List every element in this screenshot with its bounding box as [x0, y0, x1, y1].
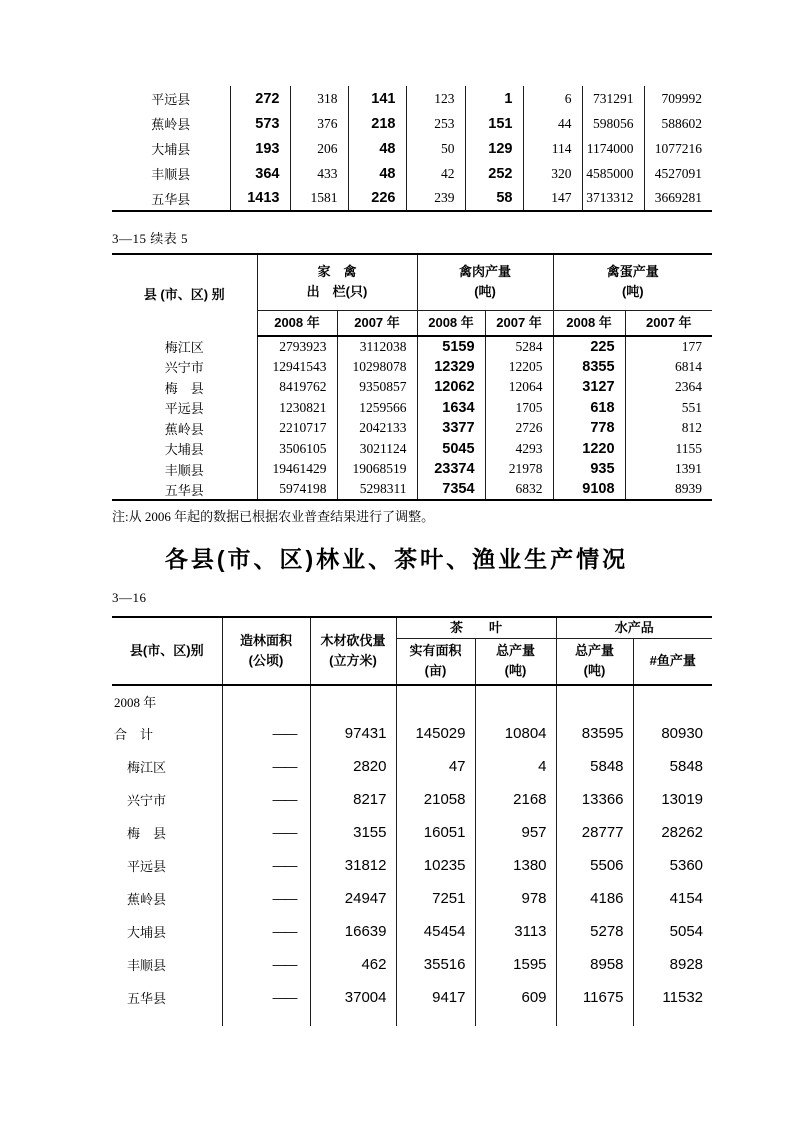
cell-slaughtered-2007: 2042133 — [337, 418, 417, 439]
cell-fish-output: 80930 — [661, 724, 704, 742]
cell-meat-2008: 5045 — [417, 439, 485, 460]
header-group-tea: 茶 叶 — [396, 617, 556, 639]
cell-2008: 731291 — [582, 86, 644, 111]
cell-afforestation: —— — [222, 915, 310, 948]
empty-cell — [556, 685, 633, 717]
cell-tea-output: 4 — [475, 750, 556, 783]
cell-2007: 42 — [406, 161, 465, 186]
cell-egg-2008: 9108 — [553, 480, 625, 501]
cell-timber: 8217 — [310, 783, 396, 816]
empty-cell — [475, 1014, 556, 1026]
table-row — [112, 336, 712, 357]
cell-2007: 6 — [523, 86, 582, 111]
cell-timber: 37004 — [310, 981, 396, 1014]
cell-egg-2008: 8355 — [553, 357, 625, 378]
cell-tea-output: 1595 — [475, 948, 556, 981]
cell-slaughtered-2008: 12941543 — [257, 357, 337, 378]
header-line1: 总产量 — [575, 643, 615, 659]
table-row — [112, 849, 712, 882]
cell-afforestation: —— — [222, 750, 310, 783]
cell-2008: 598056 — [582, 111, 644, 136]
cell-2007: 588602 — [661, 115, 702, 131]
cell-egg-2008: 1220 — [553, 439, 625, 460]
cell-afforestation: —— — [222, 816, 310, 849]
empty-cell — [633, 685, 712, 717]
cell-afforestation: —— — [222, 849, 310, 882]
cell-aquatic-output: 5506 — [556, 849, 633, 882]
empty-cell — [310, 685, 396, 717]
cell-2008: 48 — [348, 136, 406, 161]
cell-meat-2007: 1705 — [485, 398, 553, 419]
header-group-line2: (吨) — [621, 284, 644, 300]
table-row — [112, 480, 712, 501]
cell-meat-2007: 5284 — [485, 336, 553, 357]
cell-aquatic-output: 13366 — [556, 783, 633, 816]
cell-slaughtered-2008: 2210717 — [257, 418, 337, 439]
empty-cell — [475, 685, 556, 717]
cell-aquatic-output: 5848 — [556, 750, 633, 783]
cell-egg-2007: 1155 — [675, 440, 703, 456]
cell-slaughtered-2008: 3506105 — [257, 439, 337, 460]
cell-2007: 44 — [523, 111, 582, 136]
cell-2008: 1174000 — [582, 136, 644, 161]
table-row — [112, 882, 712, 915]
table-row — [112, 816, 712, 849]
empty-cell — [112, 1014, 222, 1026]
cell-2008: 151 — [465, 111, 523, 136]
table-316-forestry — [112, 616, 712, 1026]
cell-afforestation: —— — [222, 783, 310, 816]
cell-2007: 114 — [523, 136, 582, 161]
cell-2007: 239 — [406, 186, 465, 211]
cell-tea-output: 3113 — [475, 915, 556, 948]
cell-egg-2008: 778 — [553, 418, 625, 439]
cell-timber: 2820 — [310, 750, 396, 783]
table-row — [112, 981, 712, 1014]
cell-tea-area: 21058 — [396, 783, 475, 816]
year-section-row — [112, 685, 712, 717]
table-row — [112, 111, 712, 136]
cell-slaughtered-2008: 2793923 — [257, 336, 337, 357]
cell-tea-area: 16051 — [396, 816, 475, 849]
row-label: 梅 县 — [112, 816, 222, 849]
cell-egg-2007: 8939 — [675, 481, 703, 497]
row-label: 兴宁市 — [112, 783, 222, 816]
row-label: 梅江区 — [112, 750, 222, 783]
cell-slaughtered-2007: 3021124 — [337, 439, 417, 460]
row-label: 大埔县 — [112, 439, 257, 460]
cell-2008: 272 — [230, 86, 290, 111]
header-line2: (公顷) — [248, 652, 284, 668]
table-row — [112, 783, 712, 816]
table-row — [112, 136, 712, 161]
header-tea-area — [396, 639, 475, 685]
header-group-line2: (吨) — [474, 284, 496, 300]
cell-2008: 3713312 — [582, 186, 644, 211]
header-year-2008: 2008 年 — [553, 310, 625, 336]
cell-tea-area: 47 — [396, 750, 475, 783]
cell-2008: 226 — [348, 186, 406, 211]
cell-2007: 206 — [290, 136, 348, 161]
cell-2007: 50 — [406, 136, 465, 161]
cell-egg-2007: 1391 — [675, 461, 703, 477]
row-label: 合 计 — [112, 717, 222, 750]
cell-aquatic-output: 83595 — [556, 717, 633, 750]
cell-tea-output: 2168 — [475, 783, 556, 816]
header-line1: 总产量 — [496, 643, 536, 659]
cell-egg-2007: 177 — [681, 338, 703, 354]
header-region: 县(市、区)别 — [112, 617, 222, 685]
cell-2007: 376 — [290, 111, 348, 136]
cell-timber: 24947 — [310, 882, 396, 915]
empty-cell — [633, 1014, 712, 1026]
header-year-2008: 2008 年 — [257, 310, 337, 336]
table-row — [112, 915, 712, 948]
cell-2008: 48 — [348, 161, 406, 186]
cell-2008: 364 — [230, 161, 290, 186]
cell-aquatic-output: 11675 — [556, 981, 633, 1014]
cell-meat-2008: 12062 — [417, 377, 485, 398]
header-group-egg — [553, 254, 712, 310]
row-label: 兴宁市 — [112, 357, 257, 378]
cell-egg-2007: 551 — [681, 399, 703, 415]
cell-tea-area: 35516 — [396, 948, 475, 981]
cell-fish-output: 5360 — [669, 856, 704, 874]
table-row — [112, 459, 712, 480]
row-label: 五华县 — [112, 186, 230, 211]
table-row — [112, 717, 712, 750]
cell-tea-area: 9417 — [396, 981, 475, 1014]
cell-2008: 1 — [465, 86, 523, 111]
cell-tea-area: 145029 — [396, 717, 475, 750]
cell-meat-2007: 21978 — [485, 459, 553, 480]
cell-2007: 4527091 — [654, 165, 702, 181]
row-label: 蕉岭县 — [112, 882, 222, 915]
header-group-poultry — [257, 254, 417, 310]
cell-slaughtered-2007: 3112038 — [337, 336, 417, 357]
row-label: 梅江区 — [112, 336, 257, 357]
cell-fish-output: 4154 — [669, 889, 704, 907]
header-fish-output: #鱼产量 — [633, 639, 712, 685]
cell-2007: 253 — [406, 111, 465, 136]
row-label: 蕉岭县 — [112, 111, 230, 136]
cell-meat-2007: 6832 — [485, 480, 553, 501]
cell-timber: 462 — [310, 948, 396, 981]
cell-meat-2008: 7354 — [417, 480, 485, 501]
row-label: 丰顺县 — [112, 948, 222, 981]
cell-meat-2008: 5159 — [417, 336, 485, 357]
empty-cell — [556, 1014, 633, 1026]
header-region: 县 (市、区) 别 — [112, 254, 257, 336]
cell-slaughtered-2007: 9350857 — [337, 377, 417, 398]
cell-tea-area: 10235 — [396, 849, 475, 882]
table-row — [112, 948, 712, 981]
cell-tea-output: 1380 — [475, 849, 556, 882]
cell-2008: 252 — [465, 161, 523, 186]
row-label: 丰顺县 — [112, 161, 230, 186]
header-line2: (吨) — [504, 663, 527, 679]
header-tea-output — [475, 639, 556, 685]
cell-afforestation: —— — [222, 948, 310, 981]
cell-2007: 320 — [523, 161, 582, 186]
table-row — [112, 86, 712, 111]
header-aquatic-output — [556, 639, 633, 685]
cell-fish-output: 5054 — [669, 922, 704, 940]
cell-meat-2007: 12064 — [485, 377, 553, 398]
cell-meat-2008: 23374 — [417, 459, 485, 480]
cell-2007: 1581 — [290, 186, 348, 211]
empty-cell — [222, 1014, 310, 1026]
empty-cell — [396, 685, 475, 717]
cell-timber: 16639 — [310, 915, 396, 948]
year-label: 2008 年 — [112, 685, 222, 717]
table-row — [112, 186, 712, 211]
cell-egg-2008: 618 — [553, 398, 625, 419]
row-label: 丰顺县 — [112, 459, 257, 480]
cell-2007: 123 — [406, 86, 465, 111]
cell-tea-output: 10804 — [475, 717, 556, 750]
table-315-top-fragment — [112, 86, 712, 212]
cell-afforestation: —— — [222, 882, 310, 915]
row-label: 平远县 — [112, 398, 257, 419]
cell-timber: 3155 — [310, 816, 396, 849]
row-label: 大埔县 — [112, 915, 222, 948]
table-row — [112, 161, 712, 186]
cell-2008: 573 — [230, 111, 290, 136]
cell-egg-2008: 935 — [553, 459, 625, 480]
cell-slaughtered-2007: 1259566 — [337, 398, 417, 419]
cell-tea-output: 957 — [475, 816, 556, 849]
table-row — [112, 377, 712, 398]
row-label: 五华县 — [112, 480, 257, 501]
cell-timber: 31812 — [310, 849, 396, 882]
cell-slaughtered-2008: 1230821 — [257, 398, 337, 419]
header-line2: (吨) — [583, 663, 606, 679]
cell-afforestation: —— — [222, 981, 310, 1014]
empty-cell — [396, 1014, 475, 1026]
cell-2007: 3669281 — [654, 190, 702, 205]
cell-egg-2007: 812 — [681, 420, 703, 436]
header-year-2007: 2007 年 — [337, 310, 417, 336]
table-315-caption: 3—15 续表 5 — [112, 231, 189, 246]
cell-meat-2007: 2726 — [485, 418, 553, 439]
cell-2008: 1413 — [230, 186, 290, 211]
cell-aquatic-output: 4186 — [556, 882, 633, 915]
header-line1: 木材砍伐量 — [320, 632, 386, 648]
cell-slaughtered-2008: 8419762 — [257, 377, 337, 398]
table-note: 注:从 2006 年起的数据已根据农业普查结果进行了调整。 — [112, 509, 435, 524]
table-row — [112, 398, 712, 419]
header-group-line1: 禽蛋产量 — [606, 264, 659, 280]
cell-meat-2007: 4293 — [485, 439, 553, 460]
cell-2008: 193 — [230, 136, 290, 161]
row-label: 大埔县 — [112, 136, 230, 161]
cell-slaughtered-2008: 5974198 — [257, 480, 337, 501]
row-label: 平远县 — [112, 86, 230, 111]
cell-2007: 433 — [290, 161, 348, 186]
table-tail-row — [112, 1014, 712, 1026]
cell-slaughtered-2007: 10298078 — [337, 357, 417, 378]
cell-2007: 318 — [290, 86, 348, 111]
cell-2007: 147 — [523, 186, 582, 211]
cell-egg-2008: 3127 — [553, 377, 625, 398]
header-line2: (立方米) — [329, 652, 377, 668]
row-label: 五华县 — [112, 981, 222, 1014]
table-316-caption: 3—16 — [112, 590, 147, 605]
cell-meat-2008: 3377 — [417, 418, 485, 439]
cell-2008: 129 — [465, 136, 523, 161]
cell-aquatic-output: 28777 — [556, 816, 633, 849]
cell-meat-2007: 12205 — [485, 357, 553, 378]
table-row — [112, 418, 712, 439]
header-year-2007: 2007 年 — [625, 310, 712, 336]
cell-meat-2008: 1634 — [417, 398, 485, 419]
header-group-line2: 出 栏(只) — [306, 284, 368, 300]
row-label: 梅 县 — [112, 377, 257, 398]
cell-fish-output: 5848 — [669, 757, 704, 775]
row-label: 平远县 — [112, 849, 222, 882]
cell-slaughtered-2007: 19068519 — [337, 459, 417, 480]
empty-cell — [310, 1014, 396, 1026]
header-line1: 造林面积 — [239, 632, 292, 648]
cell-meat-2008: 12329 — [417, 357, 485, 378]
cell-afforestation: —— — [222, 717, 310, 750]
row-label: 蕉岭县 — [112, 418, 257, 439]
cell-egg-2008: 225 — [553, 336, 625, 357]
header-group-line1: 家 禽 — [317, 264, 357, 280]
header-afforestation — [222, 617, 310, 685]
header-year-2007: 2007 年 — [485, 310, 553, 336]
section-title: 各县(市、区)林业、茶叶、渔业生产情况 — [164, 546, 629, 572]
header-timber — [310, 617, 396, 685]
cell-fish-output: 28262 — [661, 823, 704, 841]
cell-2008: 218 — [348, 111, 406, 136]
cell-fish-output: 8928 — [669, 955, 704, 973]
cell-2008: 58 — [465, 186, 523, 211]
cell-aquatic-output: 5278 — [556, 915, 633, 948]
header-group-line1: 禽肉产量 — [459, 264, 512, 280]
cell-2007: 709992 — [661, 90, 702, 106]
header-group-meat — [417, 254, 553, 310]
table-315-poultry — [112, 253, 712, 501]
cell-egg-2007: 2364 — [675, 379, 703, 395]
cell-2007: 1077216 — [654, 140, 702, 156]
cell-slaughtered-2007: 5298311 — [337, 480, 417, 501]
header-year-2008: 2008 年 — [417, 310, 485, 336]
header-group-aquatic: 水产品 — [556, 617, 712, 639]
cell-tea-area: 7251 — [396, 882, 475, 915]
cell-2008: 4585000 — [582, 161, 644, 186]
table-row — [112, 750, 712, 783]
cell-tea-output: 978 — [475, 882, 556, 915]
table-row — [112, 439, 712, 460]
cell-slaughtered-2008: 19461429 — [257, 459, 337, 480]
cell-fish-output: 13019 — [661, 790, 704, 808]
cell-egg-2007: 6814 — [675, 358, 703, 374]
cell-fish-output: 11532 — [662, 988, 704, 1006]
header-line2: (亩) — [424, 663, 447, 679]
cell-timber: 97431 — [310, 717, 396, 750]
cell-tea-area: 45454 — [396, 915, 475, 948]
empty-cell — [222, 685, 310, 717]
table-row — [112, 357, 712, 378]
cell-tea-output: 609 — [475, 981, 556, 1014]
header-line1: 实有面积 — [409, 643, 462, 659]
cell-aquatic-output: 8958 — [556, 948, 633, 981]
cell-2008: 141 — [348, 86, 406, 111]
